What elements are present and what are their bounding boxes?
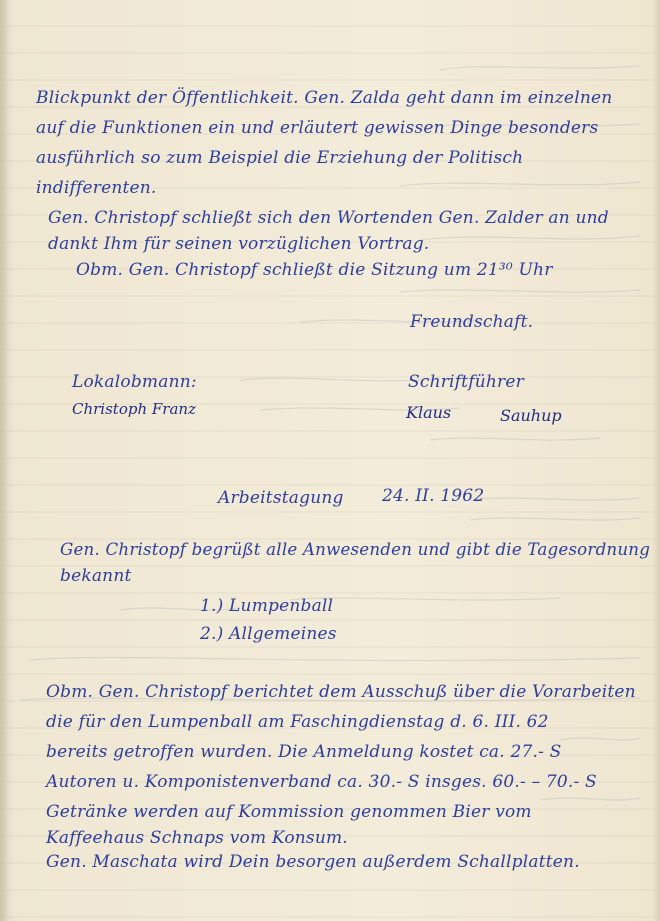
agenda-item-1: 1.) Lumpenball	[200, 596, 334, 616]
secretary-signature-first: Klaus	[406, 403, 452, 422]
page-left-edge-shadow	[0, 0, 8, 921]
handwritten-line-6: dankt Ihm für seinen vorzüglichen Vortrag.	[48, 234, 430, 254]
handwritten-line-report-4: Autoren u. Komponistenverband ca. 30.- S insges. 60.- – 70.- S	[46, 772, 597, 792]
handwritten-line-report-1: Obm. Gen. Christopf berichtet dem Ausschuß über die Vorarbeiten	[46, 682, 636, 702]
closing-greeting: Freundschaft.	[410, 312, 534, 332]
handwritten-line-agenda-intro-2: bekannt	[60, 566, 132, 586]
agenda-item-2: 2.) Allgemeines	[200, 624, 337, 644]
secretary-label: Schriftführer	[408, 372, 524, 392]
handwritten-line-agenda-intro: Gen. Christopf begrüßt alle Anwesenden und gibt die Tagesordnung	[60, 540, 651, 560]
local-chairman-label: Lokalobmann:	[72, 372, 197, 392]
handwritten-line-2: auf die Funktionen ein und erläutert gewissen Dinge besonders	[36, 118, 599, 138]
handwritten-line-5: Gen. Christopf schließt sich den Wortenden Gen. Zalder an und	[48, 208, 609, 228]
handwritten-line-4: indifferenten.	[36, 178, 157, 198]
handwritten-line-1: Blickpunkt der Öffentlichkeit. Gen. Zalda geht dann im einzelnen	[36, 88, 613, 108]
secretary-signature-last: Sauhup	[500, 406, 562, 425]
handwritten-line-report-3: bereits getroffen wurden. Die Anmeldung kostet ca. 27.- S	[46, 742, 562, 762]
handwritten-line-report-5: Getränke werden auf Kommission genommen Bier vom	[46, 802, 532, 822]
local-chairman-signature: Christoph Franz	[72, 400, 196, 418]
meeting-title: Arbeitstagung	[218, 488, 344, 508]
page-right-edge-shadow	[652, 0, 660, 921]
meeting-date: 24. II. 1962	[382, 486, 485, 506]
handwritten-line-report-7: Gen. Maschata wird Dein besorgen außerdem Schallplatten.	[46, 852, 580, 872]
handwritten-line-3: ausführlich so zum Beispiel die Erziehung der Politisch	[36, 148, 524, 168]
handwritten-line-7: Obm. Gen. Christopf schließt die Sitzung um 21³⁰ Uhr	[76, 260, 553, 280]
handwritten-line-report-2: die für den Lumpenball am Faschingdienstag d. 6. III. 62	[46, 712, 549, 732]
handwritten-line-report-6: Kaffeehaus Schnaps vom Konsum.	[46, 828, 348, 848]
